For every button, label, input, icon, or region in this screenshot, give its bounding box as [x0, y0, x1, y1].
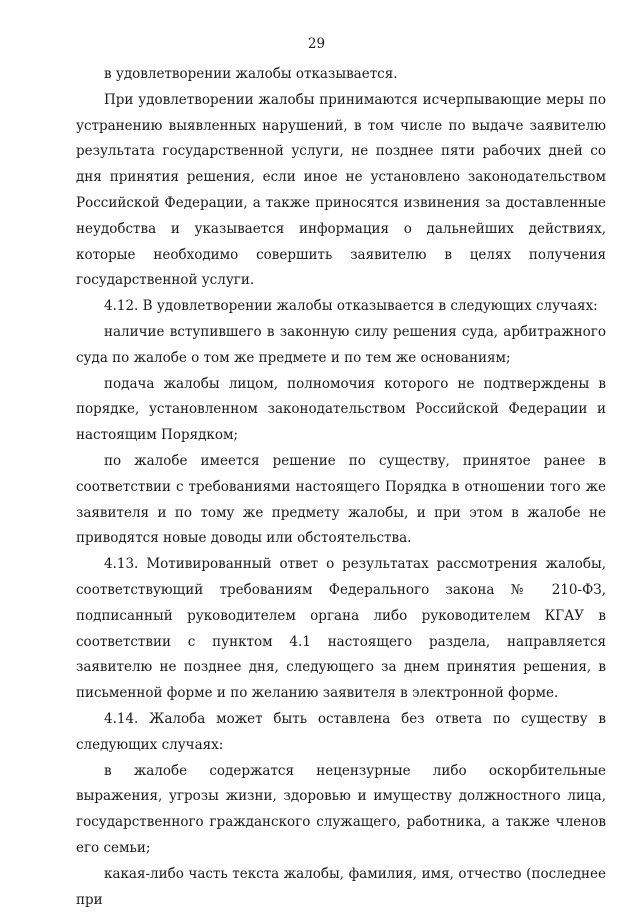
page-number: 29: [307, 36, 326, 52]
document-body: [76, 62, 606, 913]
paragraph-prior-decision: по жалобе имеется решение по существу, принятое ранее в соответствии с требованиями настоящего Порядка в отношении того же заявителя и по тому же предмету жалобы, и при этом в жалобе не приводятся новые доводы или обстоятельства.: [76, 452, 606, 547]
paragraph-court-decision: наличие вступившего в законную силу решения суда, арбитражного суда по жалобе о том же предмете и по тем же основаниям;: [76, 323, 606, 366]
paragraph-satisfaction-measures: При удовлетворении жалобы принимаются исчерпывающие меры по устранению выявленных нарушений, в том числе по выдаче заявителю результата государственной услуги, не позднее пяти рабочих дней со дня принятия решения, если иное не установлено законодательством Российской Федерации, а также приносятся извинения за доставленные неудобства и указывается информация о дальнейших действиях, которые необходимо совершить заявителю в целях получения государственной услуги.: [76, 91, 606, 289]
paragraph-4-14-heading: 4.14. Жалоба может быть оставлена без ответа по существу в следующих случаях:: [76, 710, 606, 753]
paragraph-refusal-continuation: в удовлетворении жалобы отказывается.: [104, 66, 398, 82]
paragraph-4-13-reasoned-answer: 4.13. Мотивированный ответ о результатах рассмотрения жалобы, соответствующий требованиям Федерального закона № 210-ФЗ, подписанный руководителем органа либо руководителем КГАУ в соответствии с пунктом 4.1 настоящего раздела, направляется заявителю не позднее дня, следующего за днем принятия решения, в письменной форме и по желанию заявителя в электронной форме.: [76, 556, 606, 702]
paragraph-illegible-text: какая-либо часть текста жалобы, фамилия, имя, отчество (последнее при: [76, 865, 606, 908]
paragraph-4-12-heading: 4.12. В удовлетворении жалобы отказывается в следующих случаях:: [104, 298, 598, 315]
paragraph-unauthorized-person: подача жалобы лицом, полномочия которого не подтверждены в порядке, установленном законодательством Российской Федерации и настоящим Порядком;: [76, 375, 606, 444]
paragraph-obscene-language: в жалобе содержатся нецензурные либо оскорбительные выражения, угрозы жизни, здоровью и имуществу должностного лица, государственного гражданского служащего, работника, а также членов его семьи;: [76, 762, 606, 856]
